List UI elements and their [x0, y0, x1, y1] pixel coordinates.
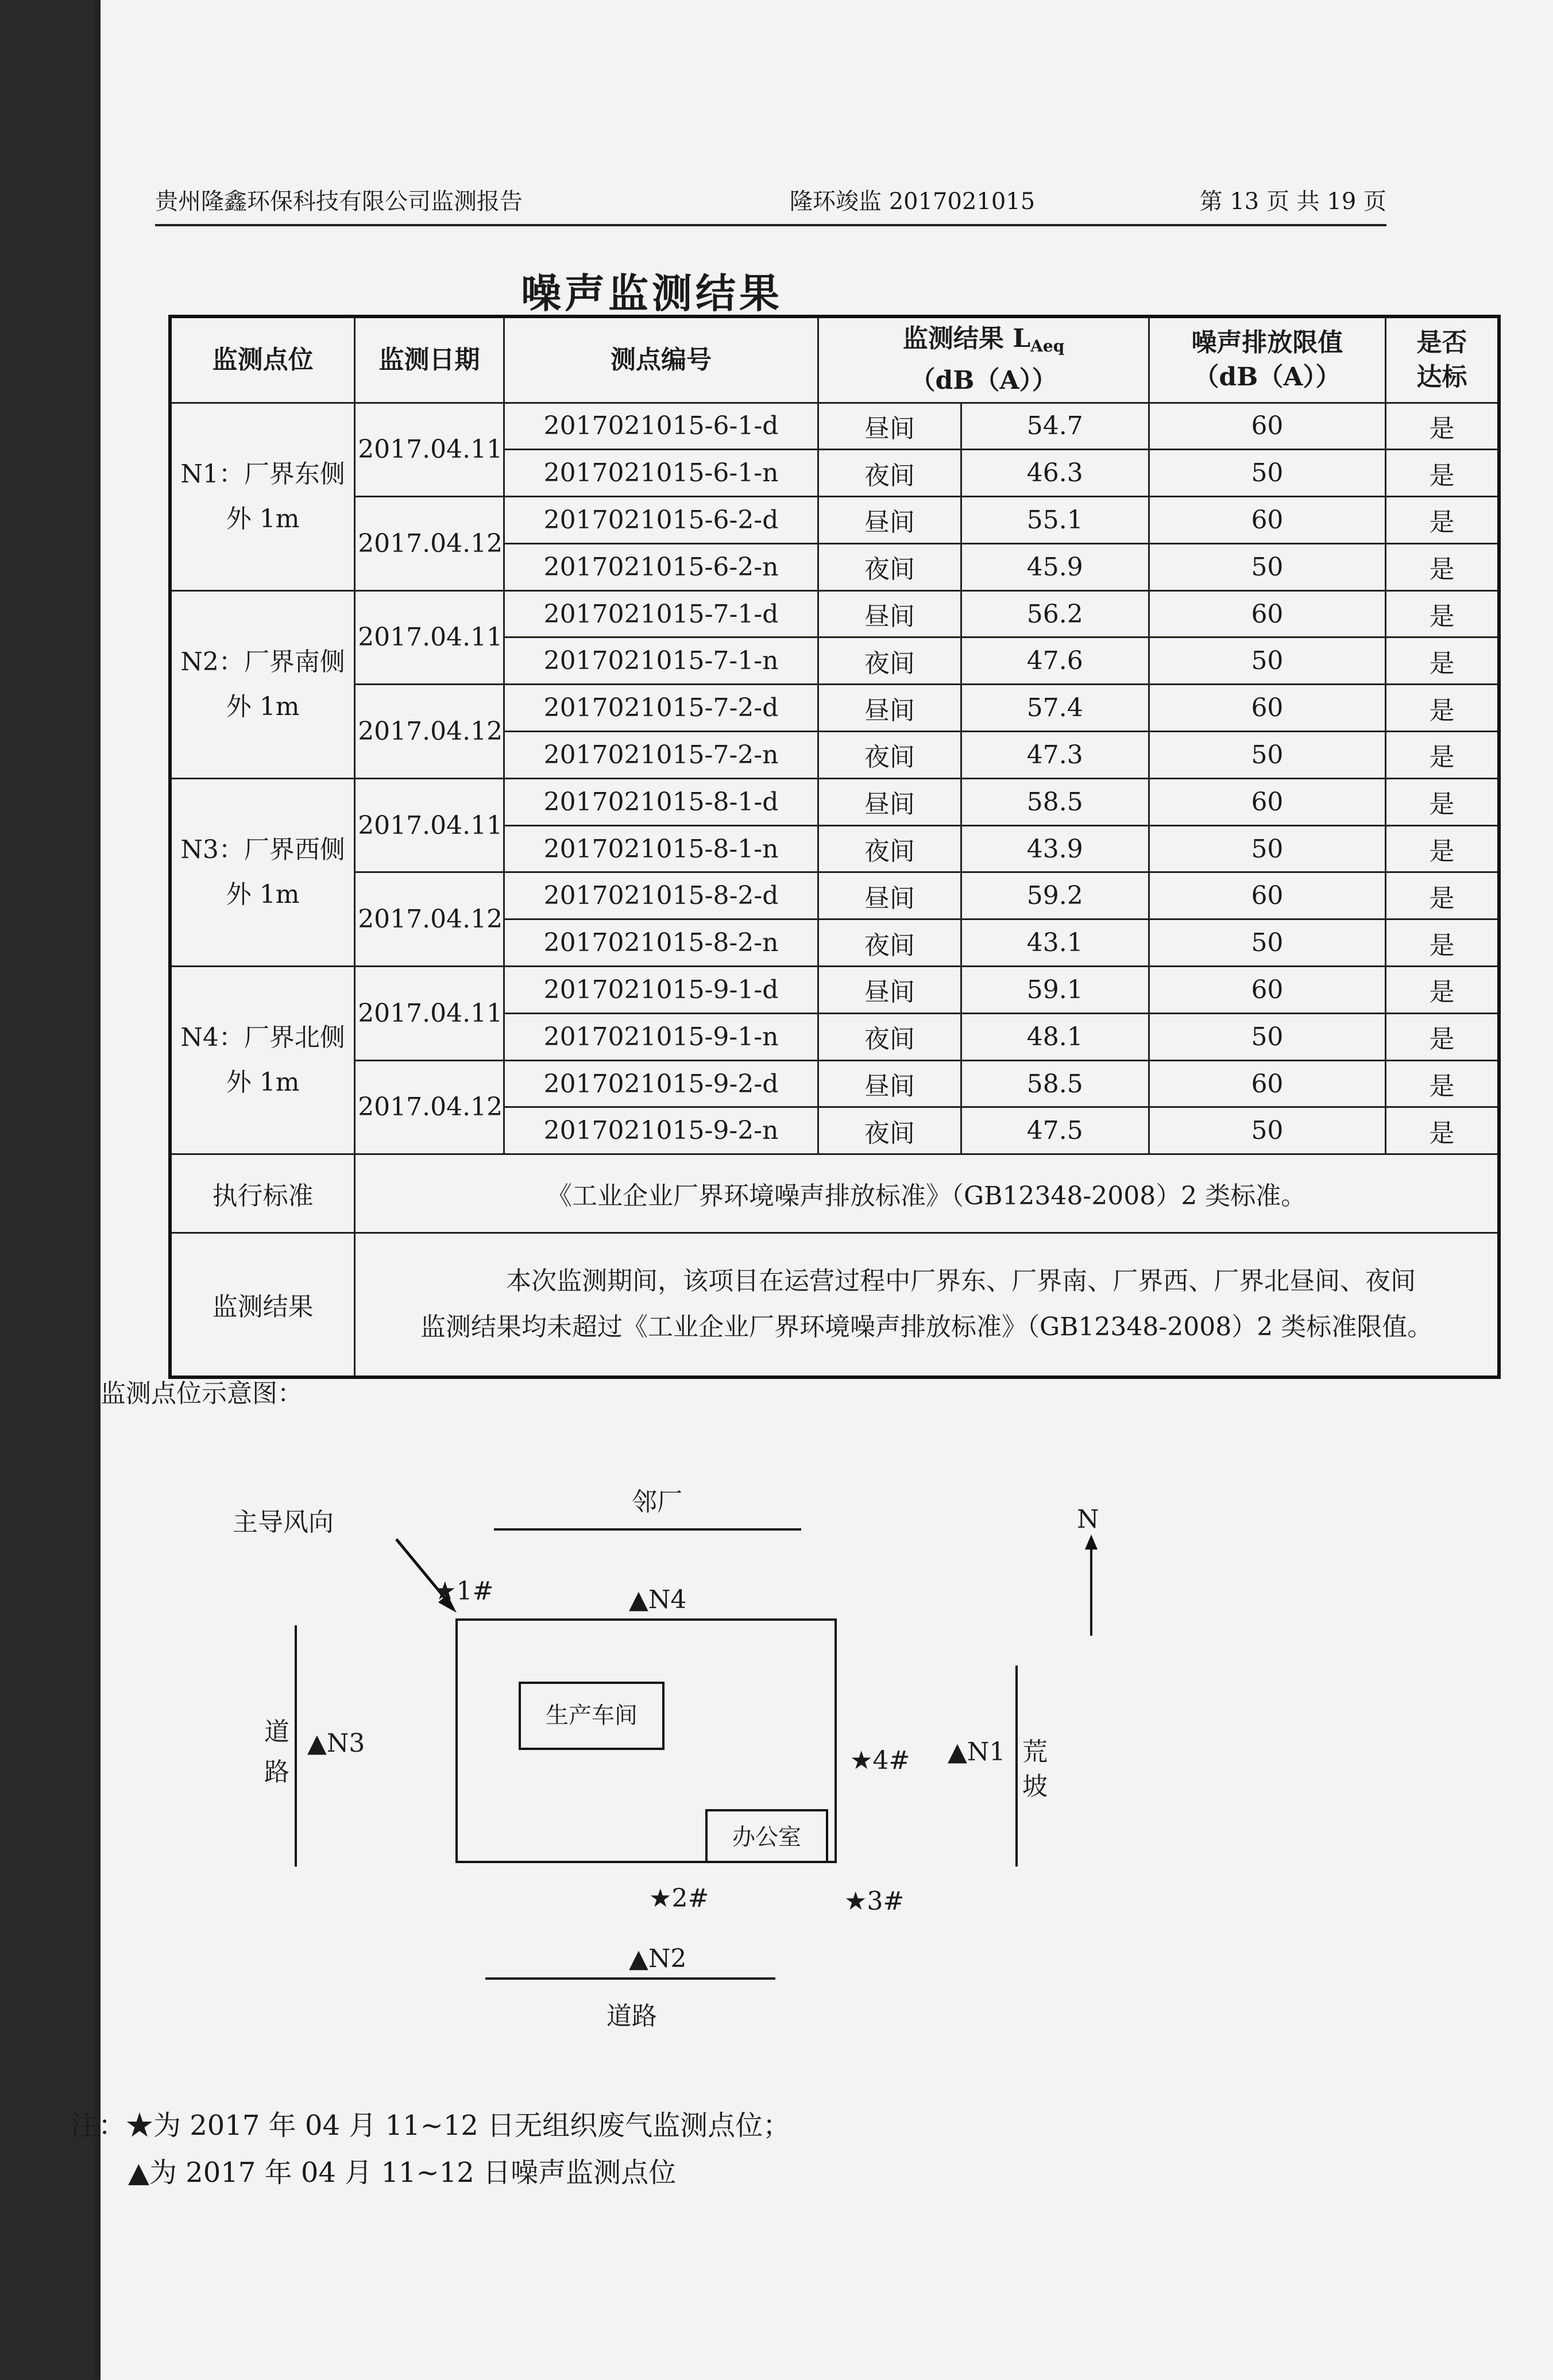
cell-code: 2017021015-8-2-d	[504, 872, 818, 919]
cell-limit: 60	[1149, 685, 1385, 732]
cell-period: 夜间	[818, 638, 961, 685]
cell-date: 2017.04.11	[355, 590, 504, 685]
cell-date: 2017.04.12	[355, 685, 504, 779]
cell-period: 昼间	[818, 497, 961, 544]
cell-code: 2017021015-9-1-n	[504, 1013, 818, 1060]
cell-pass: 是	[1385, 497, 1499, 544]
cell-limit: 60	[1149, 497, 1385, 544]
cell-value: 43.1	[961, 919, 1149, 967]
slope-1: 荒	[1022, 1737, 1048, 1767]
page-number: 第 13 页 共 19 页	[1199, 188, 1386, 215]
cell-period: 昼间	[818, 1060, 961, 1107]
cell-date: 2017.04.11	[355, 403, 504, 497]
table-row	[170, 685, 1499, 732]
cell-period: 夜间	[818, 825, 961, 872]
cell-limit: 50	[1149, 825, 1385, 872]
cell-limit: 50	[1149, 1013, 1385, 1060]
cell-code: 2017021015-8-1-d	[504, 778, 818, 825]
footnotes	[71, 2102, 790, 2196]
cell-period: 夜间	[818, 1107, 961, 1154]
table-row	[170, 967, 1499, 1014]
point-1: ★1#	[434, 1577, 494, 1606]
cell-period: 昼间	[818, 403, 961, 450]
cell-period: 夜间	[818, 1013, 961, 1060]
cell-value: 47.5	[961, 1107, 1149, 1154]
note-line-1: 注：★为 2017 年 04 月 11~12 日无组织废气监测点位；	[71, 2109, 791, 2142]
left-road-1: 道	[264, 1717, 289, 1747]
cell-value: 43.9	[961, 825, 1149, 872]
cell-date: 2017.04.11	[355, 778, 504, 872]
cell-pass: 是	[1385, 872, 1499, 919]
cell-point: N3：厂界西侧 外 1m	[170, 778, 355, 966]
cell-pass: 是	[1385, 450, 1499, 497]
cell-period: 昼间	[818, 685, 961, 732]
cell-limit: 60	[1149, 1060, 1385, 1107]
cell-code: 2017021015-8-1-n	[504, 825, 818, 872]
cell-value: 54.7	[961, 403, 1149, 450]
cell-value: 48.1	[961, 1013, 1149, 1060]
cell-point: N4：厂界北侧 外 1m	[170, 967, 355, 1154]
noise-point-n3: ▲N3	[307, 1729, 365, 1758]
cell-point: N1：厂界东侧 外 1m	[170, 403, 355, 590]
cell-pass: 是	[1385, 967, 1499, 1014]
cell-value: 57.4	[961, 685, 1149, 732]
cell-code: 2017021015-6-2-d	[504, 497, 818, 544]
workshop-label: 生产车间	[546, 1702, 638, 1729]
cell-limit: 50	[1149, 1107, 1385, 1154]
office-label: 办公室	[732, 1824, 801, 1850]
table-header-row	[170, 316, 1499, 403]
cell-value: 47.6	[961, 638, 1149, 685]
cell-date: 2017.04.12	[355, 872, 504, 967]
report-page	[71, 0, 1553, 2380]
neighbor-label: 邻厂	[632, 1488, 682, 1517]
cell-date: 2017.04.12	[355, 1060, 504, 1154]
cell-period: 昼间	[818, 590, 961, 638]
cell-pass: 是	[1385, 590, 1499, 638]
table-row	[170, 590, 1499, 638]
report-number: 隆环竣监 2017021015	[790, 188, 1036, 215]
cell-pass: 是	[1385, 1107, 1499, 1154]
cell-pass: 是	[1385, 403, 1499, 450]
table-row	[170, 778, 1499, 825]
cell-value: 55.1	[961, 497, 1149, 544]
wind-label: 主导风向	[233, 1508, 334, 1537]
point-2: ★2#	[649, 1884, 709, 1913]
cell-pass: 是	[1385, 685, 1499, 732]
cell-point: N2：厂界南侧 外 1m	[170, 590, 355, 778]
page-title: 噪声监测结果	[521, 269, 783, 317]
conclusion-text: 本次监测期间，该项目在运营过程中厂界东、厂界南、厂界西、厂界北昼间、夜间 监测结果均未超过《工业企业厂界环境噪声排放标准》（GB12348-2008）2 类标准限值。	[355, 1232, 1499, 1377]
note-line-2: ▲为 2017 年 04 月 11~12 日噪声监测点位	[128, 2157, 677, 2189]
header-limit: 噪声排放限值 （dB（A））	[1149, 316, 1385, 403]
cell-limit: 60	[1149, 590, 1385, 638]
cell-limit: 50	[1149, 919, 1385, 967]
diagram-label: 监测点位示意图：	[101, 1379, 303, 1408]
standard-row	[170, 1154, 1499, 1232]
cell-period: 夜间	[818, 543, 961, 590]
cell-code: 2017021015-8-2-n	[504, 919, 818, 967]
cell-period: 昼间	[818, 872, 961, 919]
cell-code: 2017021015-6-1-d	[504, 403, 818, 450]
cell-pass: 是	[1385, 543, 1499, 590]
noise-point-n2: ▲N2	[629, 1944, 687, 1973]
cell-pass: 是	[1385, 1013, 1499, 1060]
cell-value: 47.3	[961, 732, 1149, 779]
noise-point-n4: ▲N4	[629, 1585, 687, 1614]
slope-2: 坡	[1022, 1772, 1048, 1801]
cell-limit: 60	[1149, 872, 1385, 919]
cell-code: 2017021015-9-1-d	[504, 967, 818, 1014]
company-name: 贵州隆鑫环保科技有限公司监测报告	[155, 188, 523, 215]
header-pass: 是否 达标	[1385, 316, 1499, 403]
table-row	[170, 872, 1499, 919]
cell-pass: 是	[1385, 825, 1499, 872]
monitoring-site-diagram	[101, 1407, 1490, 2068]
noise-point-n1: ▲N1	[948, 1737, 1006, 1767]
standard-text: 《工业企业厂界环境噪声排放标准》（GB12348-2008）2 类标准。	[355, 1154, 1499, 1232]
header-code: 测点编号	[504, 316, 818, 403]
cell-pass: 是	[1385, 778, 1499, 825]
cell-period: 夜间	[818, 732, 961, 779]
cell-limit: 60	[1149, 403, 1385, 450]
cell-pass: 是	[1385, 919, 1499, 967]
left-road-2: 路	[264, 1757, 289, 1787]
cell-value: 56.2	[961, 590, 1149, 638]
cell-value: 45.9	[961, 543, 1149, 590]
page-header	[155, 155, 1386, 226]
cell-period: 昼间	[818, 778, 961, 825]
header-date: 监测日期	[355, 316, 504, 403]
cell-pass: 是	[1385, 1060, 1499, 1107]
cell-limit: 60	[1149, 778, 1385, 825]
cell-limit: 50	[1149, 450, 1385, 497]
cell-code: 2017021015-7-1-n	[504, 638, 818, 685]
cell-value: 59.2	[961, 872, 1149, 919]
table-row	[170, 403, 1499, 450]
cell-value: 46.3	[961, 450, 1149, 497]
cell-value: 58.5	[961, 778, 1149, 825]
conclusion-row	[170, 1232, 1499, 1377]
cell-date: 2017.04.11	[355, 967, 504, 1061]
cell-limit: 60	[1149, 967, 1385, 1014]
table-row	[170, 497, 1499, 544]
cell-code: 2017021015-9-2-d	[504, 1060, 818, 1107]
north-label: N	[1077, 1505, 1099, 1534]
header-point: 监测点位	[170, 316, 355, 403]
cell-value: 59.1	[961, 967, 1149, 1014]
bottom-road-label: 道路	[606, 2002, 657, 2031]
cell-date: 2017.04.12	[355, 497, 504, 591]
cell-code: 2017021015-9-2-n	[504, 1107, 818, 1154]
cell-limit: 50	[1149, 543, 1385, 590]
cell-value: 58.5	[961, 1060, 1149, 1107]
cell-pass: 是	[1385, 638, 1499, 685]
cell-period: 昼间	[818, 967, 961, 1014]
cell-limit: 50	[1149, 732, 1385, 779]
cell-period: 夜间	[818, 919, 961, 967]
standard-label: 执行标准	[170, 1154, 355, 1232]
point-4: ★4#	[850, 1746, 910, 1775]
cell-code: 2017021015-7-2-d	[504, 685, 818, 732]
point-3: ★3#	[844, 1887, 905, 1916]
table-row	[170, 1060, 1499, 1107]
conclusion-label: 监测结果	[170, 1232, 355, 1377]
north-arrow-head	[1085, 1535, 1098, 1550]
cell-code: 2017021015-7-2-n	[504, 732, 818, 779]
cell-period: 夜间	[818, 450, 961, 497]
cell-code: 2017021015-6-2-n	[504, 543, 818, 590]
noise-results-table	[168, 315, 1501, 1379]
cell-limit: 50	[1149, 638, 1385, 685]
header-result: 监测结果 $L_{Aeq}$ （dB（A））	[818, 316, 1149, 403]
cell-code: 2017021015-6-1-n	[504, 450, 818, 497]
cell-code: 2017021015-7-1-d	[504, 590, 818, 638]
cell-pass: 是	[1385, 732, 1499, 779]
